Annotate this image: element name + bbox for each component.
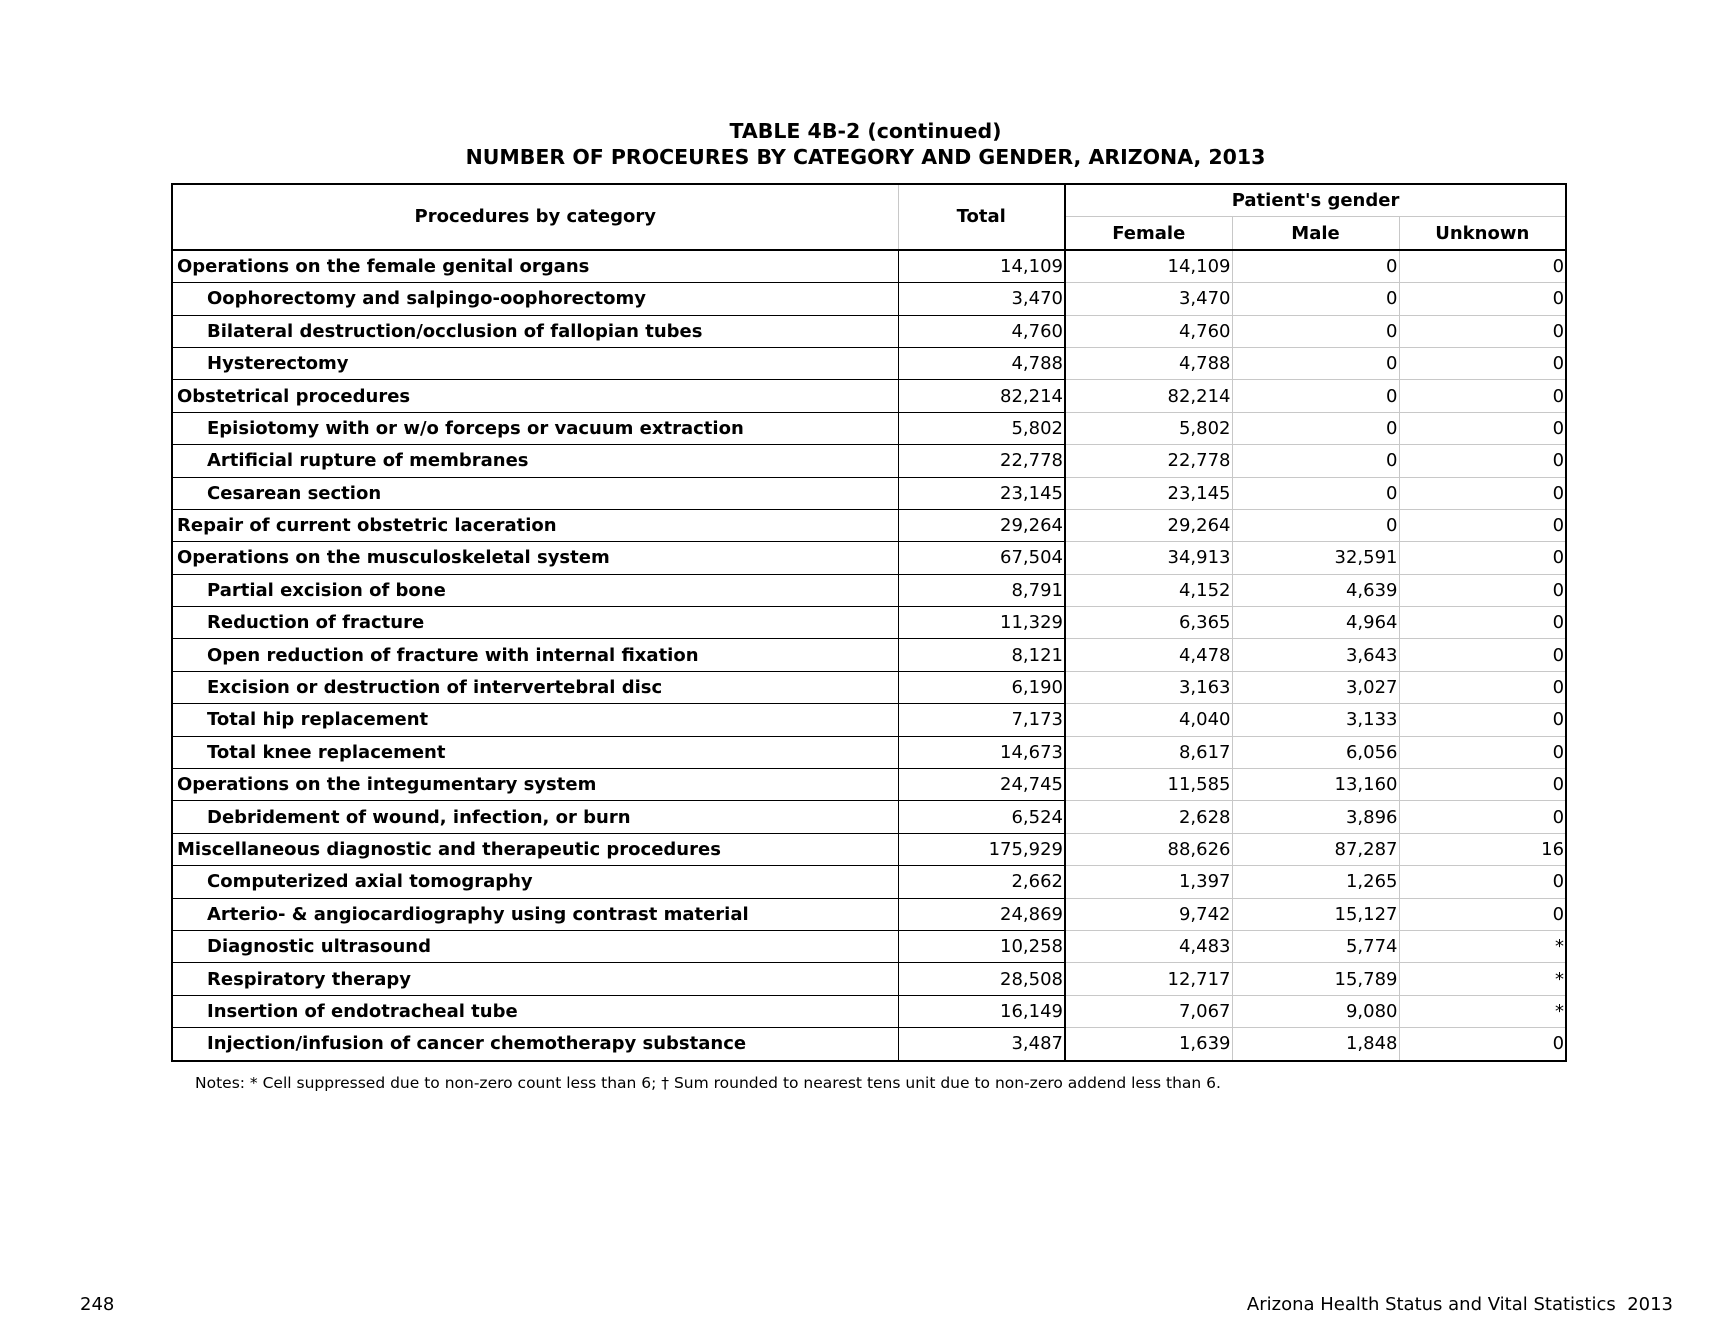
table-notes: Notes: * Cell suppressed due to non-zero count less than 6; † Sum rounded to nearest tens unit due to non-zero addend less than 6. xyxy=(195,1074,1221,1092)
male-cell: 0 xyxy=(1232,315,1399,347)
table-row-subcategory xyxy=(172,704,1566,736)
table-row-subcategory xyxy=(172,315,1566,347)
row-label: Insertion of endotracheal tube xyxy=(172,995,898,1027)
total-cell: 8,121 xyxy=(898,639,1065,671)
row-label: Arterio- & angiocardiography using contrast material xyxy=(172,898,898,930)
row-label: Partial excision of bone xyxy=(172,574,898,606)
female-cell: 3,163 xyxy=(1065,671,1232,703)
unknown-cell: 0 xyxy=(1399,445,1566,477)
total-cell: 29,264 xyxy=(898,509,1065,541)
unknown-cell: 16 xyxy=(1399,833,1566,865)
unknown-cell: 0 xyxy=(1399,347,1566,379)
female-cell: 4,478 xyxy=(1065,639,1232,671)
male-cell: 87,287 xyxy=(1232,833,1399,865)
table-row-subcategory xyxy=(172,736,1566,768)
male-cell: 0 xyxy=(1232,250,1399,283)
column-header-female: Female xyxy=(1065,217,1232,250)
unknown-cell: 0 xyxy=(1399,412,1566,444)
unknown-cell: * xyxy=(1399,930,1566,962)
male-cell: 0 xyxy=(1232,380,1399,412)
row-label: Total knee replacement xyxy=(172,736,898,768)
female-cell: 12,717 xyxy=(1065,963,1232,995)
unknown-cell: * xyxy=(1399,995,1566,1027)
female-cell: 3,470 xyxy=(1065,283,1232,315)
unknown-cell: 0 xyxy=(1399,801,1566,833)
female-cell: 22,778 xyxy=(1065,445,1232,477)
row-label: Hysterectomy xyxy=(172,347,898,379)
total-cell: 8,791 xyxy=(898,574,1065,606)
unknown-cell: 0 xyxy=(1399,639,1566,671)
table-row-subcategory xyxy=(172,930,1566,962)
row-label: Total hip replacement xyxy=(172,704,898,736)
unknown-cell: 0 xyxy=(1399,509,1566,541)
female-cell: 88,626 xyxy=(1065,833,1232,865)
table-row-subcategory xyxy=(172,963,1566,995)
male-cell: 15,127 xyxy=(1232,898,1399,930)
table-row-subcategory xyxy=(172,574,1566,606)
total-cell: 67,504 xyxy=(898,542,1065,574)
row-label: Injection/infusion of cancer chemotherapy substance xyxy=(172,1028,898,1061)
row-label: Excision or destruction of intervertebral disc xyxy=(172,671,898,703)
female-cell: 7,067 xyxy=(1065,995,1232,1027)
procedures-table xyxy=(171,183,1567,1062)
female-cell: 8,617 xyxy=(1065,736,1232,768)
total-cell: 16,149 xyxy=(898,995,1065,1027)
unknown-cell: 0 xyxy=(1399,574,1566,606)
unknown-cell: * xyxy=(1399,963,1566,995)
row-label: Bilateral destruction/occlusion of fallopian tubes xyxy=(172,315,898,347)
female-cell: 4,760 xyxy=(1065,315,1232,347)
total-cell: 175,929 xyxy=(898,833,1065,865)
row-label: Open reduction of fracture with internal fixation xyxy=(172,639,898,671)
row-label: Respiratory therapy xyxy=(172,963,898,995)
female-cell: 9,742 xyxy=(1065,898,1232,930)
female-cell: 2,628 xyxy=(1065,801,1232,833)
table-row-subcategory xyxy=(172,445,1566,477)
female-cell: 6,365 xyxy=(1065,607,1232,639)
male-cell: 4,964 xyxy=(1232,607,1399,639)
total-cell: 82,214 xyxy=(898,380,1065,412)
row-label: Operations on the musculoskeletal system xyxy=(172,542,898,574)
total-cell: 6,190 xyxy=(898,671,1065,703)
total-cell: 3,470 xyxy=(898,283,1065,315)
female-cell: 4,152 xyxy=(1065,574,1232,606)
male-cell: 3,133 xyxy=(1232,704,1399,736)
table-title-line1: TABLE 4B-2 (continued) xyxy=(729,119,1002,143)
female-cell: 4,040 xyxy=(1065,704,1232,736)
column-header-category: Procedures by category xyxy=(172,184,898,250)
row-label: Computerized axial tomography xyxy=(172,866,898,898)
unknown-cell: 0 xyxy=(1399,898,1566,930)
male-cell: 0 xyxy=(1232,445,1399,477)
total-cell: 7,173 xyxy=(898,704,1065,736)
male-cell: 0 xyxy=(1232,347,1399,379)
column-header-gender-group: Patient's gender xyxy=(1065,184,1566,217)
publication-title: Arizona Health Status and Vital Statistics 2013 xyxy=(1246,1294,1673,1315)
unknown-cell: 0 xyxy=(1399,315,1566,347)
total-cell: 4,760 xyxy=(898,315,1065,347)
column-header-total: Total xyxy=(898,184,1065,250)
column-header-male: Male xyxy=(1232,217,1399,250)
table-title-line2: NUMBER OF PROCEURES BY CATEGORY AND GENDER, ARIZONA, 2013 xyxy=(465,145,1266,169)
female-cell: 23,145 xyxy=(1065,477,1232,509)
table-row-subcategory xyxy=(172,671,1566,703)
male-cell: 5,774 xyxy=(1232,930,1399,962)
male-cell: 0 xyxy=(1232,412,1399,444)
total-cell: 24,745 xyxy=(898,769,1065,801)
unknown-cell: 0 xyxy=(1399,769,1566,801)
female-cell: 1,639 xyxy=(1065,1028,1232,1061)
row-label: Operations on the female genital organs xyxy=(172,250,898,283)
total-cell: 6,524 xyxy=(898,801,1065,833)
unknown-cell: 0 xyxy=(1399,704,1566,736)
male-cell: 0 xyxy=(1232,477,1399,509)
table-title xyxy=(0,118,1731,170)
male-cell: 15,789 xyxy=(1232,963,1399,995)
male-cell: 3,896 xyxy=(1232,801,1399,833)
unknown-cell: 0 xyxy=(1399,477,1566,509)
row-label: Debridement of wound, infection, or burn xyxy=(172,801,898,833)
table-row-category xyxy=(172,250,1566,283)
unknown-cell: 0 xyxy=(1399,736,1566,768)
table-row-subcategory xyxy=(172,866,1566,898)
male-cell: 6,056 xyxy=(1232,736,1399,768)
table-row-subcategory xyxy=(172,1028,1566,1061)
page-number: 248 xyxy=(80,1294,115,1315)
total-cell: 4,788 xyxy=(898,347,1065,379)
table-body xyxy=(172,250,1566,1061)
female-cell: 82,214 xyxy=(1065,380,1232,412)
male-cell: 1,265 xyxy=(1232,866,1399,898)
male-cell: 1,848 xyxy=(1232,1028,1399,1061)
table-row-subcategory xyxy=(172,477,1566,509)
row-label: Oophorectomy and salpingo-oophorectomy xyxy=(172,283,898,315)
male-cell: 0 xyxy=(1232,509,1399,541)
female-cell: 14,109 xyxy=(1065,250,1232,283)
male-cell: 3,027 xyxy=(1232,671,1399,703)
total-cell: 2,662 xyxy=(898,866,1065,898)
female-cell: 11,585 xyxy=(1065,769,1232,801)
male-cell: 32,591 xyxy=(1232,542,1399,574)
table-row-category xyxy=(172,542,1566,574)
row-label: Obstetrical procedures xyxy=(172,380,898,412)
female-cell: 29,264 xyxy=(1065,509,1232,541)
row-label: Artificial rupture of membranes xyxy=(172,445,898,477)
table-row-subcategory xyxy=(172,995,1566,1027)
table-row-subcategory xyxy=(172,347,1566,379)
column-header-unknown: Unknown xyxy=(1399,217,1566,250)
table-row-subcategory xyxy=(172,639,1566,671)
female-cell: 5,802 xyxy=(1065,412,1232,444)
total-cell: 28,508 xyxy=(898,963,1065,995)
total-cell: 24,869 xyxy=(898,898,1065,930)
unknown-cell: 0 xyxy=(1399,1028,1566,1061)
table-row-category xyxy=(172,833,1566,865)
table-row-subcategory xyxy=(172,412,1566,444)
unknown-cell: 0 xyxy=(1399,283,1566,315)
unknown-cell: 0 xyxy=(1399,250,1566,283)
table-row-category xyxy=(172,380,1566,412)
total-cell: 11,329 xyxy=(898,607,1065,639)
table-row-subcategory xyxy=(172,283,1566,315)
female-cell: 4,483 xyxy=(1065,930,1232,962)
male-cell: 9,080 xyxy=(1232,995,1399,1027)
female-cell: 4,788 xyxy=(1065,347,1232,379)
female-cell: 1,397 xyxy=(1065,866,1232,898)
table-row-subcategory xyxy=(172,607,1566,639)
male-cell: 13,160 xyxy=(1232,769,1399,801)
row-label: Diagnostic ultrasound xyxy=(172,930,898,962)
total-cell: 22,778 xyxy=(898,445,1065,477)
row-label: Operations on the integumentary system xyxy=(172,769,898,801)
table-row-subcategory xyxy=(172,801,1566,833)
table-row-subcategory xyxy=(172,898,1566,930)
male-cell: 3,643 xyxy=(1232,639,1399,671)
row-label: Repair of current obstetric laceration xyxy=(172,509,898,541)
unknown-cell: 0 xyxy=(1399,607,1566,639)
row-label: Episiotomy with or w/o forceps or vacuum extraction xyxy=(172,412,898,444)
unknown-cell: 0 xyxy=(1399,671,1566,703)
row-label: Reduction of fracture xyxy=(172,607,898,639)
total-cell: 10,258 xyxy=(898,930,1065,962)
table-row-category xyxy=(172,769,1566,801)
unknown-cell: 0 xyxy=(1399,866,1566,898)
total-cell: 3,487 xyxy=(898,1028,1065,1061)
unknown-cell: 0 xyxy=(1399,380,1566,412)
total-cell: 23,145 xyxy=(898,477,1065,509)
table-row-category xyxy=(172,509,1566,541)
total-cell: 5,802 xyxy=(898,412,1065,444)
row-label: Miscellaneous diagnostic and therapeutic procedures xyxy=(172,833,898,865)
female-cell: 34,913 xyxy=(1065,542,1232,574)
male-cell: 4,639 xyxy=(1232,574,1399,606)
total-cell: 14,109 xyxy=(898,250,1065,283)
male-cell: 0 xyxy=(1232,283,1399,315)
total-cell: 14,673 xyxy=(898,736,1065,768)
row-label: Cesarean section xyxy=(172,477,898,509)
unknown-cell: 0 xyxy=(1399,542,1566,574)
